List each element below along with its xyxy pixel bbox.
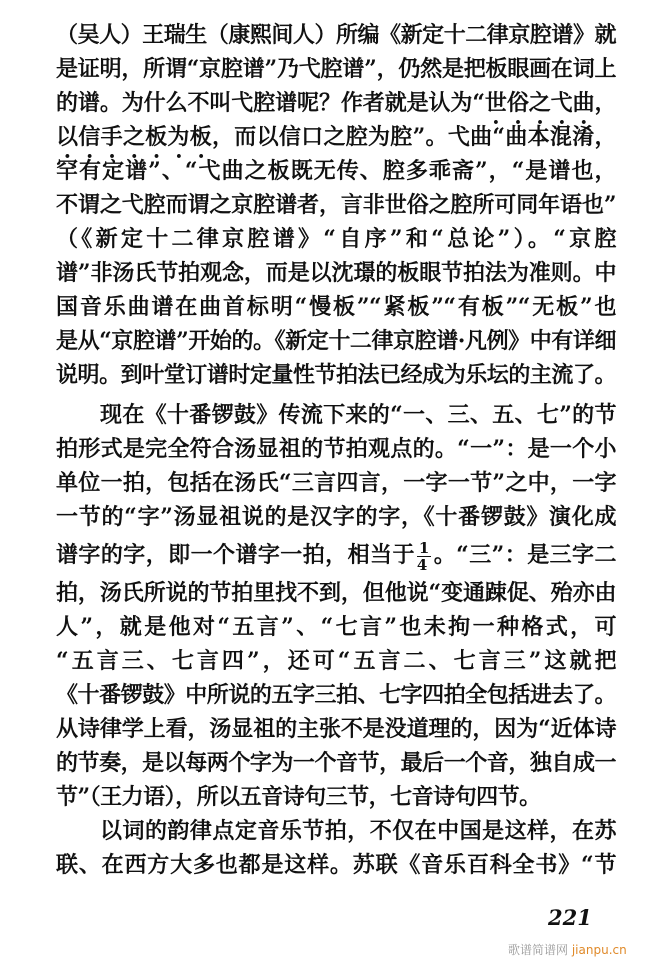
fraction xyxy=(417,540,431,573)
numerator: 1 xyxy=(418,538,429,557)
text-line: 是从“京腔谱”开始的。《新定十二律京腔谱·凡例》中有详细 xyxy=(56,328,616,354)
text-line: 现在《十番锣鼓》传流下来的“一、三、五、七”的节 xyxy=(100,402,616,428)
text-line xyxy=(56,534,616,576)
page-number: 221 xyxy=(548,905,592,930)
text: 谱字的字，即一个谱字一拍，相当于 xyxy=(56,542,415,568)
text-line: 拍形式是完全符合汤显祖的节拍观点的。“一”：是一个小 xyxy=(56,436,616,462)
text-line: 从诗律学上看，汤显祖的主张不是没道理的，因为“近体诗 xyxy=(56,716,616,742)
text: ，而以信口之腔为腔”。弋曲“曲本混淆， xyxy=(212,124,616,150)
text-line: 人”，就是他对“五言”、“七言”也未拘一种格式，可 xyxy=(56,614,616,640)
text-line: 单位一拍，包括在汤氏“三言四言，一字一节”之中，一字 xyxy=(56,470,616,496)
text-line: 一节的“字”汤显祖说的是汉字的字，《十番锣鼓》演化成 xyxy=(56,504,616,530)
text-line: 拍，汤氏所说的节拍里找不到，但他说“变通踈促、殆亦由 xyxy=(56,580,616,606)
text-line: 节”（王力语），所以五音诗句三节，七音诗句四节。 xyxy=(56,784,541,810)
emphasized-text: 世俗之弋曲 xyxy=(484,90,595,116)
page-body xyxy=(56,18,616,882)
watermark-en: jianpu.cn xyxy=(571,943,627,957)
text-line: “五言三、七言四”，还可“五言二、七言三”这就把 xyxy=(56,648,616,674)
text-line: （《新定十二律京腔谱》“自序”和“总论”）。“京腔 xyxy=(56,226,616,252)
text-line xyxy=(56,120,616,154)
text-line xyxy=(56,86,616,120)
watermark xyxy=(508,942,627,958)
text: ， xyxy=(594,90,616,116)
text-line: 不谓之弋腔而谓之京腔谱者，言非世俗之腔所可同年语也” xyxy=(56,192,616,218)
text-line: 国音乐曲谱在曲首标明“慢板”“紧板”“有板”“无板”也 xyxy=(56,294,616,320)
text-line: 是证明，所谓“京腔谱”乃弋腔谱”，仍然是把板眼画在词上 xyxy=(56,56,616,82)
emphasized-text: 以信手之板为板 xyxy=(56,124,213,150)
text-line: （吴人）王瑞生（康熙间人）所编《新定十二律京腔谱》就 xyxy=(56,22,616,48)
watermark-cn: 歌谱简谱网 xyxy=(508,943,569,957)
text-line: 的节奏，是以每两个字为一个音节，最后一个音，独自成一 xyxy=(56,750,616,776)
text-line: 谱”非汤氏节拍观念，而是以沈璟的板眼节拍法为准则。中 xyxy=(56,260,616,286)
text-line: 罕有定谱”、“弋曲之板既无传、腔多乖斋”，“是谱也， xyxy=(56,158,616,184)
text-line: 以词的韵律点定音乐节拍，不仅在中国是这样，在苏 xyxy=(100,818,616,844)
text-line: 《十番锣鼓》中所说的五字三拍、七字四拍全包括进去了。 xyxy=(56,682,616,708)
text-line: 说明。到叶堂订谱时定量性节拍法已经成为乐坛的主流了。 xyxy=(56,362,616,388)
denominator: 4 xyxy=(416,555,427,574)
text: 。“三”：是三字二 xyxy=(432,542,616,568)
text-line: 联、在西方大多也都是这样。苏联《音乐百科全书》“节 xyxy=(56,852,616,878)
text: 的谱。为什么不叫弋腔谱呢？作者就是认为“ xyxy=(56,90,485,116)
